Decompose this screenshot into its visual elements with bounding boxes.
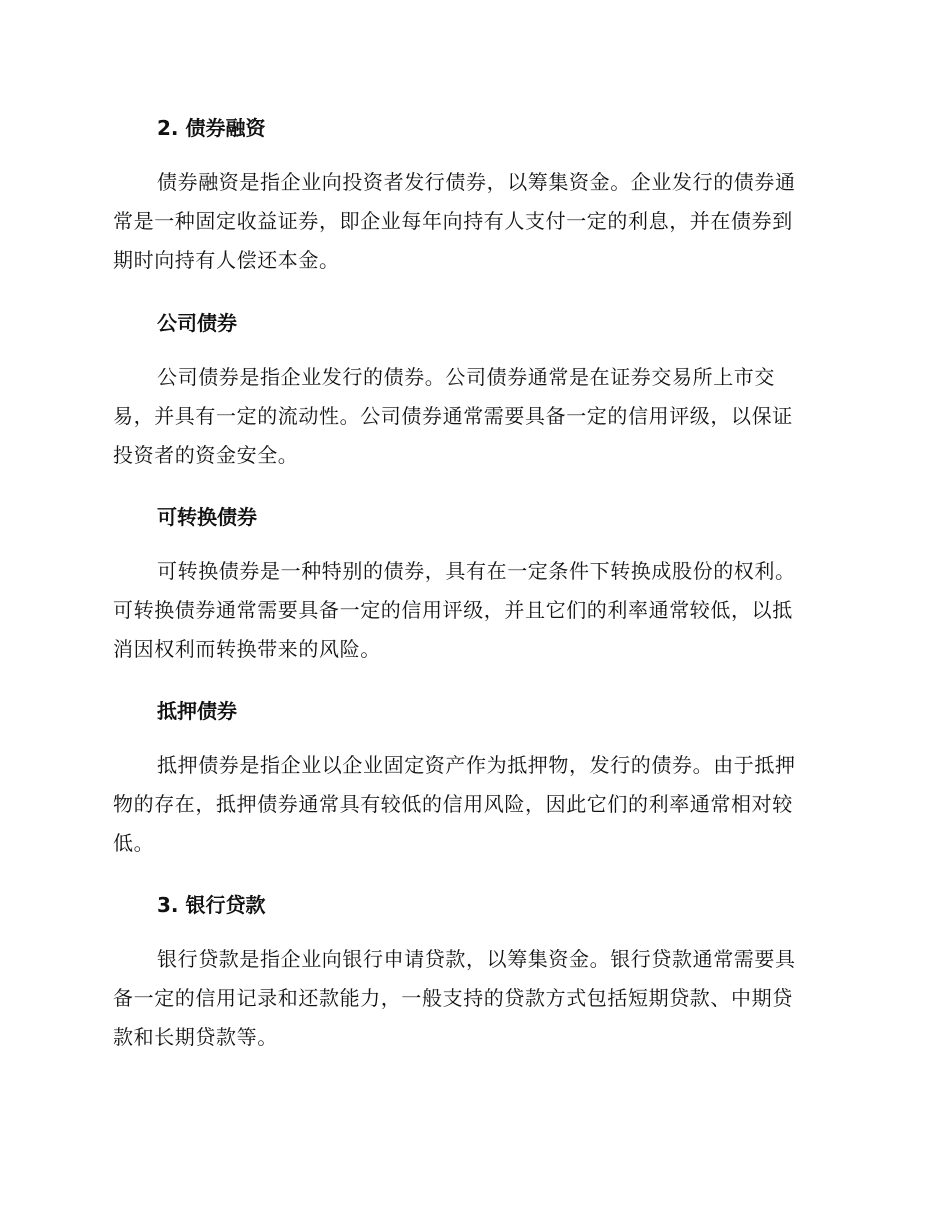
section-bond-financing: [113, 114, 833, 142]
section-mortgage-bonds: [113, 697, 833, 725]
paragraph-line: 抵押债券是指企业以企业固定资产作为抵押物，发行的债券。由于抵押: [157, 753, 796, 777]
paragraph-line: 期时向持有人偿还本金。: [113, 248, 340, 272]
paragraph-line: 款和长期贷款等。: [113, 1025, 278, 1049]
paragraph-line: 易，并具有一定的流动性。公司债券通常需要具备一定的信用评级，以保证: [113, 404, 793, 428]
section-mortgage-bonds-body: [113, 746, 833, 863]
paragraph: [113, 163, 833, 280]
section-heading: 2. 债券融资: [157, 116, 266, 140]
paragraph-line: 投资者的资金安全。: [113, 443, 299, 467]
section-corporate-bonds: [113, 309, 833, 337]
paragraph: [113, 940, 833, 1057]
paragraph: [113, 552, 833, 669]
paragraph-line: 债券融资是指企业向投资者发行债券，以筹集资金。企业发行的债券通: [157, 170, 796, 194]
section-convertible-bonds-body: [113, 552, 833, 669]
paragraph-line: 备一定的信用记录和还款能力，一般支持的贷款方式包括短期贷款、中期贷: [113, 986, 793, 1010]
paragraph-line: 可转换债券是一种特别的债券，具有在一定条件下转换成股份的权利。: [157, 559, 796, 583]
paragraph-line: 银行贷款是指企业向银行申请贷款，以筹集资金。银行贷款通常需要具: [157, 947, 796, 971]
section-convertible-bonds: [113, 503, 833, 531]
paragraph-line: 消因权利而转换带来的风险。: [113, 637, 381, 661]
paragraph-line: 公司债券是指企业发行的债券。公司债券通常是在证券交易所上市交: [157, 365, 775, 389]
section-heading: 公司债券: [157, 311, 237, 335]
section-heading: 抵押债券: [157, 699, 237, 723]
paragraph: [113, 746, 833, 863]
section-heading: 3. 银行贷款: [157, 893, 266, 917]
section-corporate-bonds-body: [113, 358, 833, 475]
paragraph-line: 可转换债券通常需要具备一定的信用评级，并且它们的利率通常较低，以抵: [113, 598, 793, 622]
section-bank-loans-body: [113, 940, 833, 1057]
section-heading: 可转换债券: [157, 505, 257, 529]
paragraph-line: 低。: [113, 831, 155, 855]
section-bond-financing-body: [113, 163, 833, 280]
paragraph-line: 物的存在，抵押债券通常具有较低的信用风险，因此它们的利率通常相对较: [113, 792, 793, 816]
section-bank-loans: [113, 891, 833, 919]
paragraph: [113, 358, 833, 475]
paragraph-line: 常是一种固定收益证券，即企业每年向持有人支付一定的利息，并在债券到: [113, 209, 793, 233]
